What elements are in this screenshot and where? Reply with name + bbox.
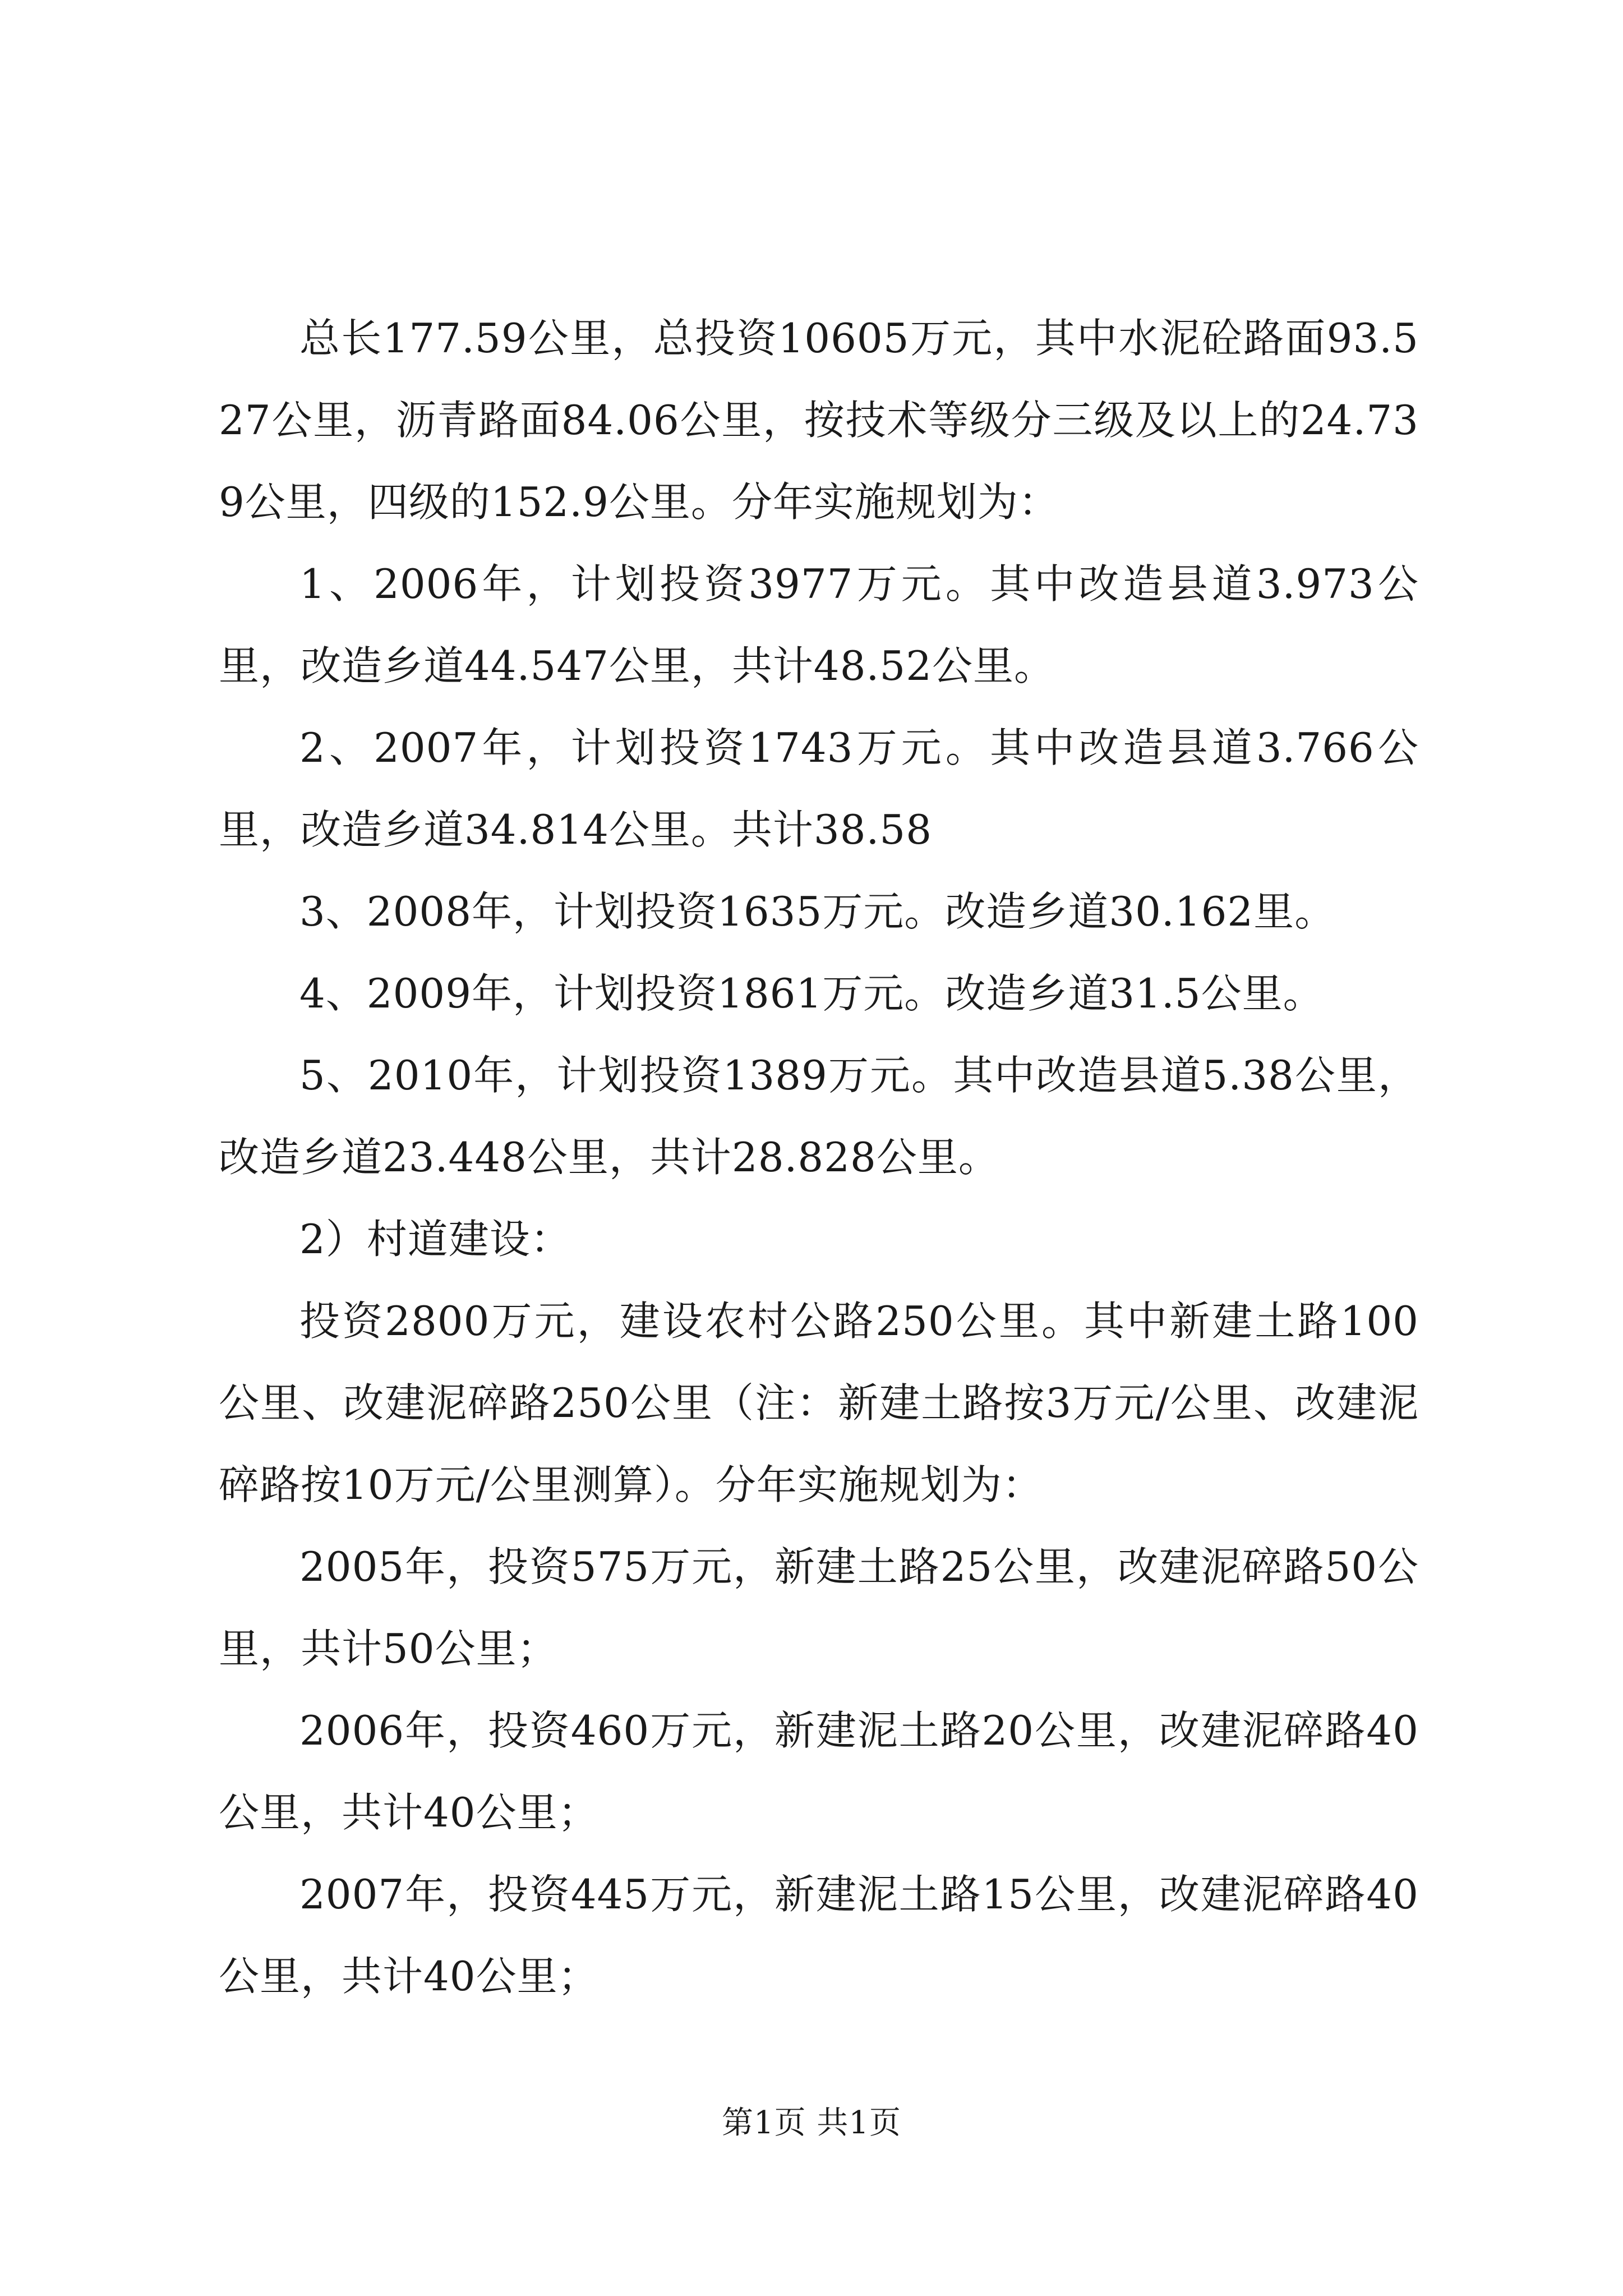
paragraph-plan-2007: 2、2007年，计划投资1743万元。其中改造县道3.766公里，改造乡道34.814公里。共计38.58 <box>219 724 1419 853</box>
section-heading-village-roads: 2）村道建设： <box>299 1216 571 1263</box>
document-body <box>219 297 1419 2017</box>
paragraph-plan-2008: 3、2008年，计划投资1635万元。改造乡道30.162里。 <box>299 888 1336 935</box>
paragraph-plan-2006: 1、2006年，计划投资3977万元。其中改造县道3.973公里，改造乡道44.547公里，共计48.52公里。 <box>219 560 1419 689</box>
paragraph-village-investment: 投资2800万元，建设农村公路250公里。其中新建土路100公里、改建泥碎路250公里（注：新建土路按3万元/公里、改建泥碎路按10万元/公里测算）。分年实施规划为： <box>219 1297 1419 1508</box>
paragraph-village-2005: 2005年，投资575万元，新建土路25公里，改建泥碎路50公里，共计50公里； <box>219 1543 1419 1672</box>
page-footer: 第1页 共1页 <box>721 2105 902 2141</box>
paragraph-plan-2009: 4、2009年，计划投资1861万元。改造乡道31.5公里。 <box>299 970 1324 1017</box>
paragraph-summary: 总长177.59公里，总投资10605万元，其中水泥砼路面93.527公里，沥青路面84.06公里，按技术等级分三级及以上的24.739公里，四级的152.9公里。分年实施规划为： <box>219 315 1419 526</box>
paragraph-village-2006: 2006年，投资460万元，新建泥土路20公里，改建泥碎路40公里，共计40公里； <box>219 1707 1419 1836</box>
paragraph-village-2007: 2007年，投资445万元，新建泥土路15公里，改建泥碎路40公里，共计40公里； <box>219 1871 1419 2000</box>
paragraph-plan-2010: 5、2010年，计划投资1389万元。其中改造县道5.38公里，改造乡道23.448公里，共计28.828公里。 <box>219 1052 1419 1181</box>
